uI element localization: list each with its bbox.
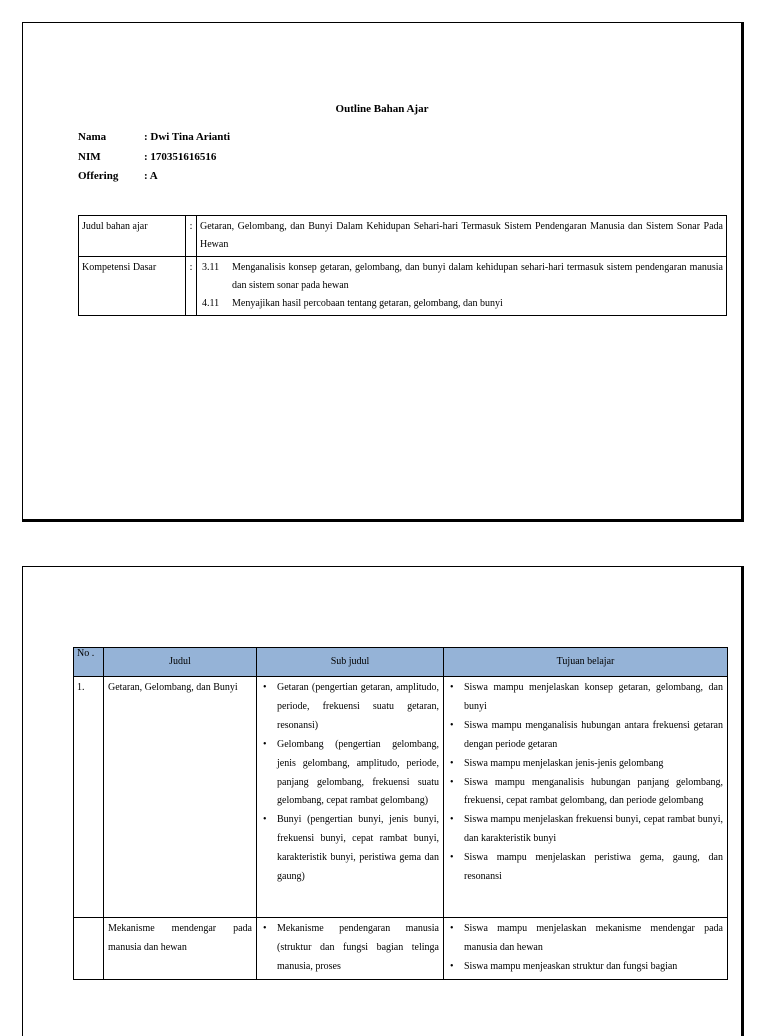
identity-row-offering: [78, 170, 230, 190]
identity-row-nama: [78, 131, 230, 151]
identity-label: NIM: [78, 150, 101, 163]
list-item: • Getaran (pengertian getaran, amplitudo, periode, frekuensi suatu getaran, resonansi): [261, 679, 439, 736]
identity-label: Offering: [78, 170, 119, 182]
row-tujuan-belajar: [444, 917, 728, 979]
info-row-judul: [79, 216, 727, 257]
kd-item: [200, 295, 723, 313]
info-value: Getaran, Gelombang, dan Bunyi Dalam Kehidupan Sehari-hari Termasuk Sistem Pendengaran Manusia dan Sistem Sonar Pada Hewan: [197, 216, 727, 257]
list-item: • Bunyi (pengertian bunyi, jenis bunyi, frekuensi bunyi, cepat rambat bunyi, karakteristik bunyi, peristiwa gema dan gaung): [261, 811, 439, 887]
table-row: [74, 917, 728, 979]
identity-row-nim: [78, 151, 230, 171]
row-tujuan-belajar: [444, 677, 728, 918]
list-item: • Siswa mampu menjelaskan mekanisme mendengar pada manusia dan hewan: [448, 920, 723, 958]
info-label: Kompetensi Dasar: [79, 257, 186, 316]
header-no: No .: [74, 648, 104, 677]
list-item: • Siswa mampu menjeaskan struktur dan fungsi bagian: [448, 958, 723, 977]
identity-label: Nama: [78, 131, 107, 143]
list-item: • Gelombang (pengertian gelombang, jenis gelombang, amplitudo, periode, panjang gelombang, frekuensi suatu gelombang, cepat rambat gelombang): [261, 736, 439, 812]
list-item: • Mekanisme pendengaran manusia (struktur dan fungsi bagian telinga manusia, proses: [261, 920, 439, 977]
list-item: • Siswa mampu menjelaskan jenis-jenis gelombang: [448, 755, 723, 774]
row-number: [74, 917, 104, 979]
info-colon: :: [186, 257, 197, 316]
table-row: [74, 677, 728, 918]
info-value: [197, 257, 727, 316]
outline-table: [73, 647, 728, 980]
identity-value: : Dwi Tina Arianti: [144, 131, 231, 143]
info-colon: :: [186, 216, 197, 257]
table-header-row: [74, 648, 728, 677]
info-table: [78, 215, 727, 316]
header-tujuan-belajar: Tujuan belajar: [444, 648, 728, 677]
identity-block: [78, 131, 230, 190]
list-item: • Siswa mampu menganalisis hubungan antara frekuensi getaran dengan periode getaran: [448, 717, 723, 755]
kd-text: Menyajikan hasil percobaan tentang getaran, gelombang, dan bunyi: [232, 298, 503, 309]
document-page-2: [22, 566, 744, 1036]
kd-number: 4.11: [202, 298, 220, 309]
kd-number: 3.11: [202, 262, 220, 273]
list-item: • Siswa mampu menjelaskan konsep getaran, gelombang, dan bunyi: [448, 679, 723, 717]
row-sub-judul: [257, 677, 444, 918]
list-item: • Siswa mampu menjelaskan frekuensi bunyi, cepat rambat bunyi, dan karakteristik bunyi: [448, 811, 723, 849]
header-sub-judul: Sub judul: [257, 648, 444, 677]
identity-value: : A: [144, 170, 158, 182]
header-judul: Judul: [104, 648, 257, 677]
list-item: • Siswa mampu menjelaskan peristiwa gema, gaung, dan resonansi: [448, 849, 723, 887]
row-number: 1.: [74, 677, 104, 918]
info-row-kompetensi: [79, 257, 727, 316]
list-item: • Siswa mampu menganalisis hubungan panjang gelombang, frekuensi, cepat rambat gelombang, dan periode gelombang: [448, 774, 723, 812]
row-judul: Getaran, Gelombang, dan Bunyi: [104, 677, 257, 918]
kd-text: Menganalisis konsep getaran, gelombang, dan bunyi dalam kehidupan sehari-hari termasuk sistem pendengaran manusia dan sistem sonar pada hewan: [232, 262, 723, 291]
document-page-1: [22, 22, 744, 522]
row-judul: Mekanisme mendengar pada manusia dan hewan: [104, 917, 257, 979]
identity-value: : 170351616516: [144, 150, 217, 163]
kd-item: [200, 259, 723, 295]
info-label: Judul bahan ajar: [79, 216, 186, 257]
document-title: Outline Bahan Ajar: [335, 103, 429, 115]
row-sub-judul: [257, 917, 444, 979]
